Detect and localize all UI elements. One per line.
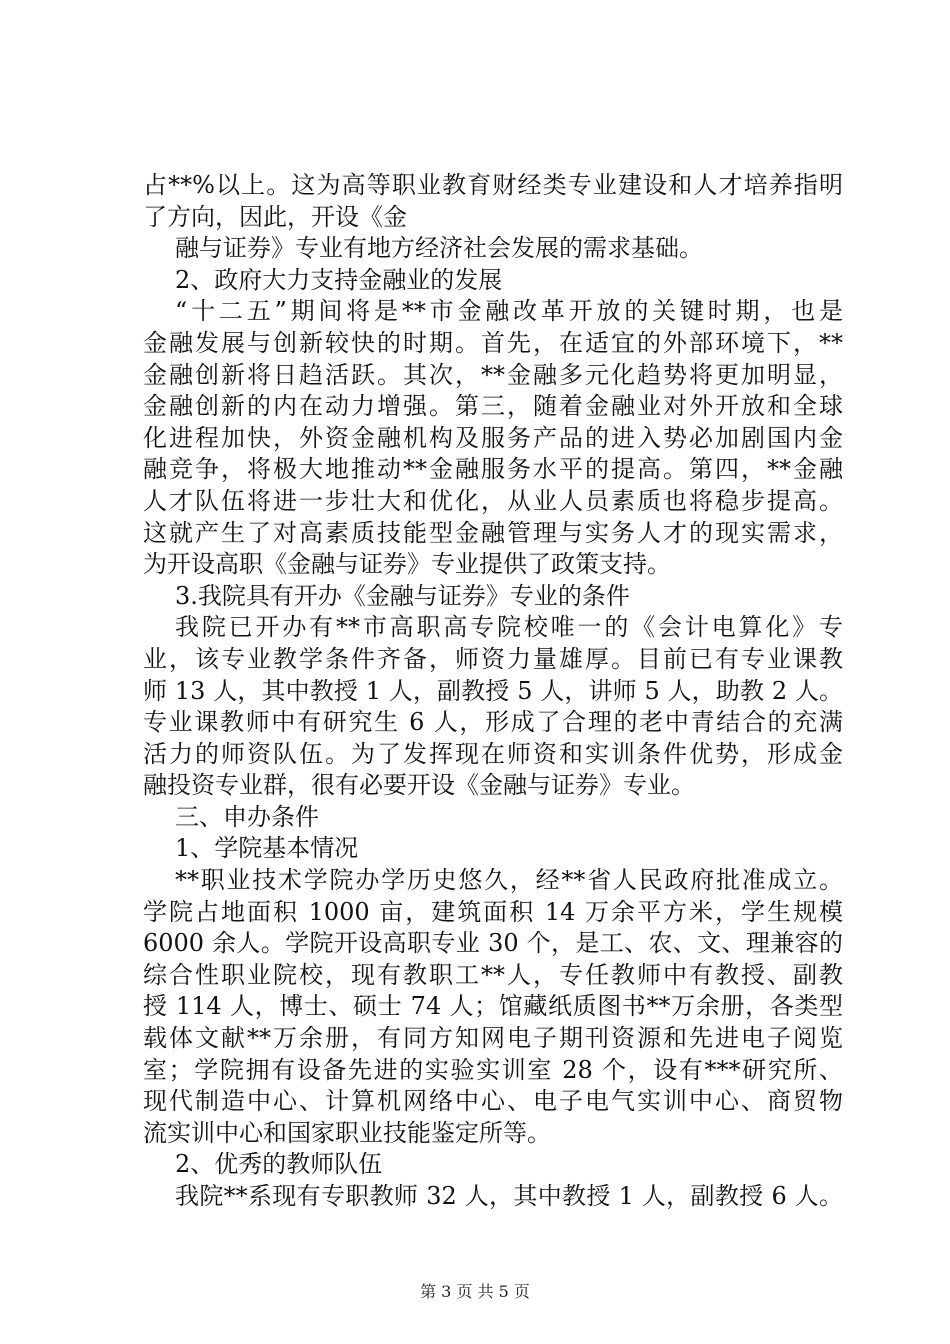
text-line: 活力的师资队伍。为了发挥现在师资和实训条件优势，形成金 — [143, 739, 843, 768]
text-line: 占**%以上。这为高等职业教育财经类专业建设和人才培养指明 — [143, 171, 843, 199]
text-line: 综合性职业院校，现有教职工**人，专任教师中有教授、副教 — [143, 960, 843, 989]
text-line: 金融创新的内在动力增强。第三，随着金融业对外开放和全球 — [143, 392, 843, 421]
text-line: 我院**系现有专职教师 32 人，其中教授 1 人，副教授 6 人。 — [175, 1182, 843, 1210]
text-line: 为开设高职《金融与证券》专业提供了政策支持。 — [143, 550, 671, 579]
text-line: 6000 余人。学院开设高职专业 30 个，是工、农、文、理兼容的 — [143, 929, 843, 958]
text-line: 载体文献**万余册，有同方知网电子期刊资源和先进电子阅览 — [143, 1024, 843, 1053]
text-line: 室；学院拥有设备先进的实验实训室 28 个，设有***研究所、 — [143, 1055, 843, 1084]
text-line: 融竞争，将极大地推动**金融服务水平的提高。第四，**金融 — [143, 455, 843, 484]
text-line: 化进程加快，外资金融机构及服务产品的进入势必加剧国内金 — [143, 423, 843, 452]
text-line: 融投资专业群，很有必要开设《金融与证券》专业。 — [143, 771, 695, 800]
text-line: **职业技术学院办学历史悠久，经**省人民政府批准成立。 — [175, 866, 843, 895]
text-line: 学院占地面积 1000 亩，建筑面积 14 万余平方米，学生规模 — [143, 897, 843, 926]
text-line: 金融创新将日趋活跃。其次，**金融多元化趋势将更加明显， — [143, 360, 843, 389]
page-footer: 第 3 页 共 5 页 — [420, 1282, 530, 1301]
text-line: 师 13 人，其中教授 1 人，副教授 5 人，讲师 5 人，助教 2 人。 — [143, 676, 843, 705]
text-line: 现代制造中心、计算机网络中心、电子电气实训中心、商贸物 — [143, 1087, 843, 1116]
text-line: 专业课教师中有研究生 6 人，形成了合理的老中青结合的充满 — [143, 708, 843, 737]
text-line: 三、申办条件 — [175, 802, 319, 831]
text-line: 2、优秀的教师队伍 — [175, 1150, 383, 1179]
text-line: 了方向，因此，开设《金 — [143, 202, 407, 231]
text-line: 业，该专业教学条件齐备，师资力量雄厚。目前已有专业课教 — [143, 644, 843, 673]
text-line: 1、学院基本情况 — [175, 834, 359, 863]
text-line: 授 114 人，博士、硕士 74 人；馆藏纸质图书**万余册，各类型 — [143, 992, 843, 1021]
text-line: 金融发展与创新较快的时期。首先，在适宜的外部环境下，** — [143, 328, 843, 357]
text-line: 人才队伍将进一步壮大和优化，从业人员素质也将稳步提高。 — [143, 486, 843, 515]
text-line: 融与证券》专业有地方经济社会发展的需求基础。 — [175, 234, 703, 263]
text-line: “十二五”期间将是**市金融改革开放的关键时期，也是 — [175, 297, 843, 326]
text-line: 3.我院具有开办《金融与证券》专业的条件 — [175, 581, 630, 610]
text-line: 我院已开办有**市高职高专院校唯一的《会计电算化》专 — [175, 613, 843, 642]
document-body — [143, 170, 843, 1213]
text-line: 2、政府大力支持金融业的发展 — [175, 265, 503, 294]
text-line: 这就产生了对高素质技能型金融管理与实务人才的现实需求， — [143, 518, 843, 547]
text-line: 流实训中心和国家职业技能鉴定所等。 — [143, 1118, 551, 1147]
